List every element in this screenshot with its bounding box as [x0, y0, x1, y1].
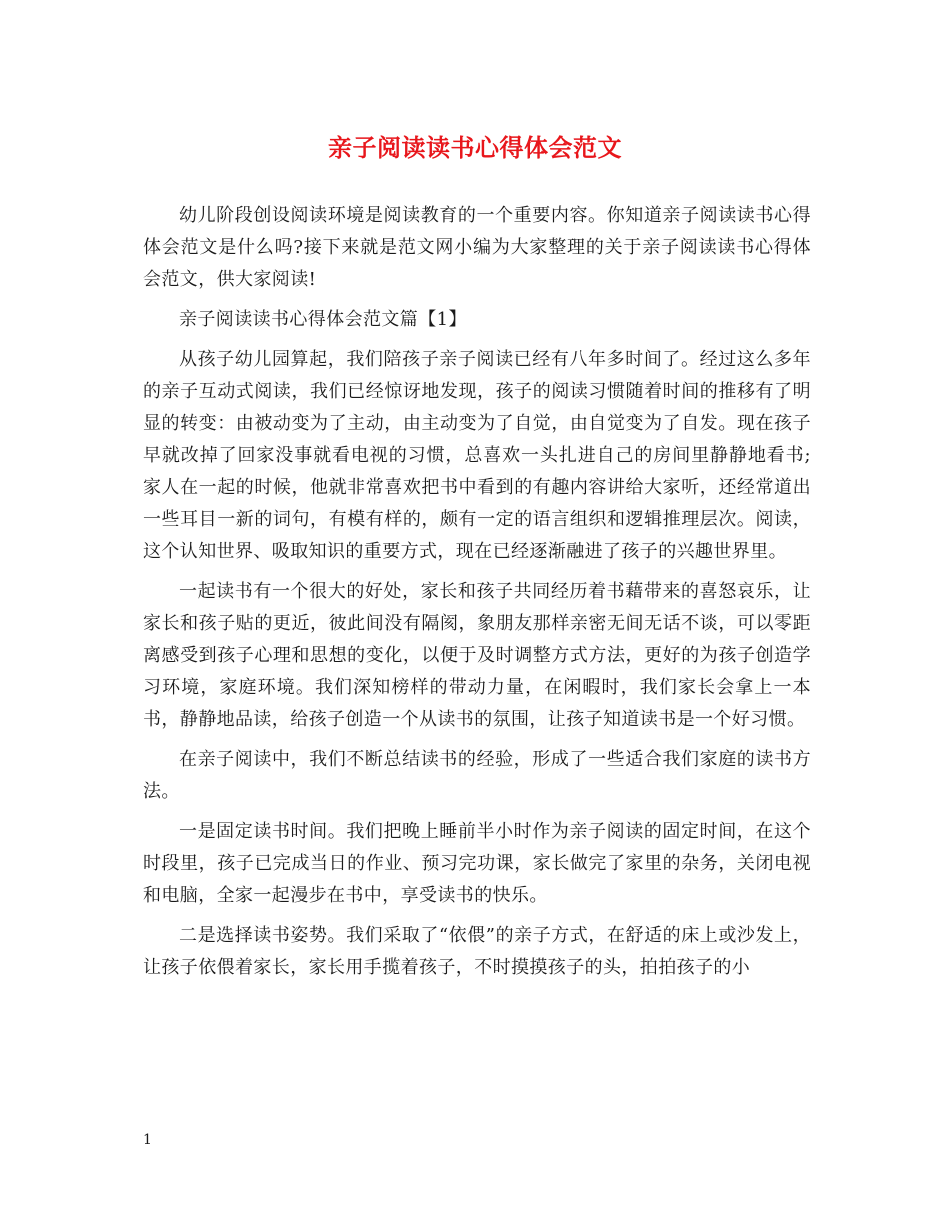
paragraph: 二是选择读书姿势。我们采取了“依偎”的亲子方式，在舒适的床上或沙发上，让孩子依偎着家长，家长用手揽着孩子，不时摸摸孩子的头，拍拍孩子的小: [143, 925, 811, 978]
document-title: 亲子阅读读书心得体会范文: [328, 133, 622, 162]
paragraph: 一起读书有一个很大的好处，家长和孩子共同经历着书藉带来的喜怒哀乐，让家长和孩子贴的更近，彼此间没有隔阂，象朋友那样亲密无间无话不谈，可以零距离感受到孩子心理和思想的变化，以便于及时调整方式方法，更好的为孩子创造学习环境，家庭环境。我们深知榜样的带动力量，在闲暇时，我们家长会拿上一本书，静静地品读，给孩子创造一个从读书的氛围，让孩子知道读书是一个好习惯。: [143, 581, 811, 730]
section-heading: 亲子阅读读书心得体会范文篇【1】: [179, 309, 467, 330]
document-body: [143, 200, 811, 992]
paragraph: 一是固定读书时间。我们把晚上睡前半小时作为亲子阅读的固定时间，在这个时段里，孩子已完成当日的作业、预习完功课，家长做完了家里的杂务，关闭电视和电脑，全家一起漫步在书中，享受读书的快乐。: [143, 821, 811, 906]
paragraph: 从孩子幼儿园算起，我们陪孩子亲子阅读已经有八年多时间了。经过这么多年的亲子互动式阅读，我们已经惊讶地发现，孩子的阅读习惯随着时间的推移有了明显的转变：由被动变为了主动，由主动变为了自觉，由自觉变为了自发。现在孩子早就改掉了回家没事就看电视的习惯，总喜欢一头扎进自己的房间里静静地看书;家人在一起的时候，他就非常喜欢把书中看到的有趣内容讲给大家听，还经常道出一些耳目一新的词句，有模有样的，颇有一定的语言组织和逻辑推理层次。阅读，这个认知世界、吸取知识的重要方式，现在已经逐渐融进了孩子的兴趣世界里。: [143, 349, 811, 562]
page-number: 1: [143, 1132, 152, 1148]
paragraph: 幼儿阶段创设阅读环境是阅读教育的一个重要内容。你知道亲子阅读读书心得体会范文是什么吗?接下来就是范文网小编为大家整理的关于亲子阅读读书心得体会范文，供大家阅读!: [143, 205, 811, 290]
paragraph: 在亲子阅读中，我们不断总结读书的经验，形成了一些适合我们家庭的读书方法。: [143, 749, 811, 802]
